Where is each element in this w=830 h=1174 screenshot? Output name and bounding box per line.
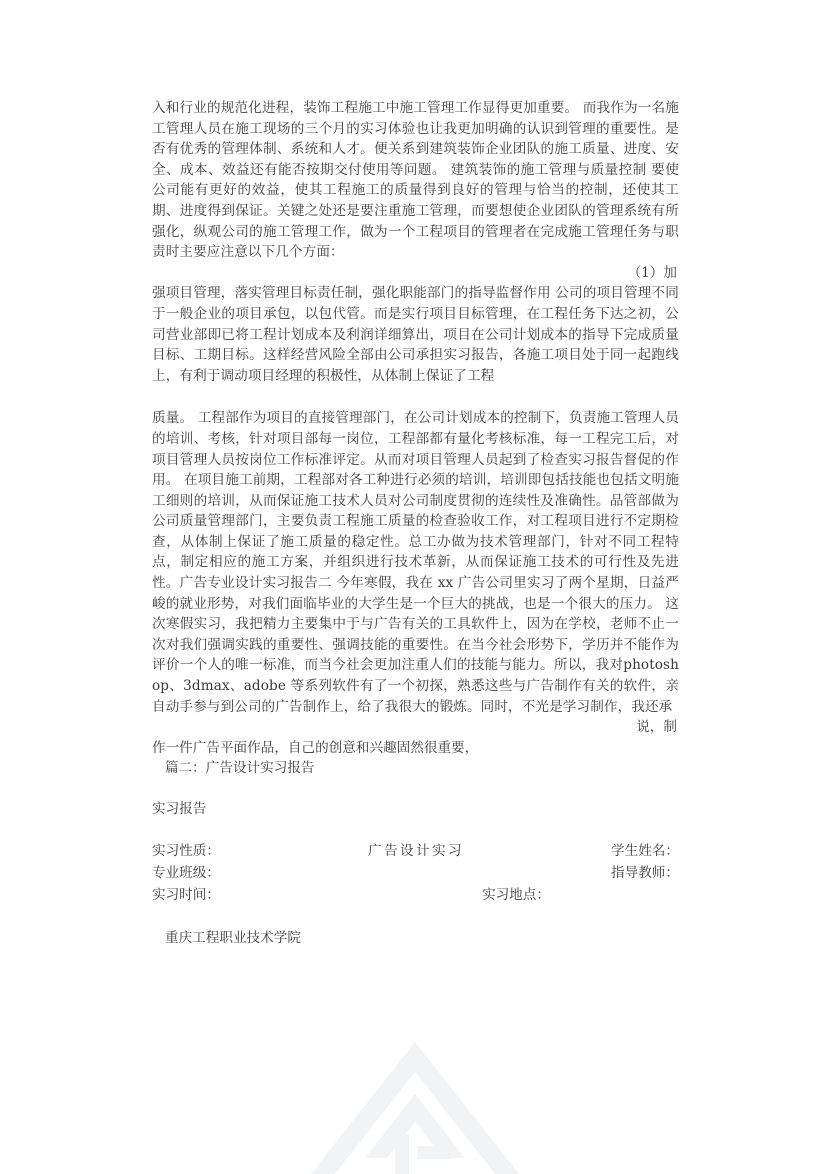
field-value-internship-nature: 广告设计实习	[368, 842, 464, 859]
school-name: 重庆工程职业技术学院	[165, 929, 301, 946]
paragraph-4: 作一件广告平面作品，自己的创意和兴趣固然很重要，	[152, 739, 479, 756]
paragraph-3: 质量。 工程部作为项目的直接管理部门，在公司计划成本的控制下，负责施工管理人员的培训、考核，针对项目部每一岗位，工程部都有量化考核标准，每一工程完工后，对项目管理人员按岗位工作标准评定。从而对项目管理人员起到了检查实习报告督促的作用。 在项目施工前期，工程部对各工种进行必须的培训，培训即包括技能也包括文明施工细则的培训，从而保证施工技术人员对公司制度贯彻的连续性及准确性。品管部做为公司质量管理部门，主要负责工程施工质量的检查验收工作，对工程项目进行不定期检查，从体制上保证了施工质量的稳定性。总工办做为技术管理部门，针对不同工程特点，制定相应的施工方案，并组织进行技术革新，从而保证施工技术的可行性及先进性。广告专业设计实习报告二 今年寒假，我在 xx 广告公司里实习了两个星期，日益严峻的就业形势，对我们面临毕业的大学生是一个巨大的挑战，也是一个很大的压力。 这次寒假实习，我把精力主要集中于与广告有关的工具软件上，因为在学校，老师不止一次对我们强调实践的重要性、强调技能的重要性。在当今社会形势下，学历并不能作为评价一个人的唯一标准，而当今社会更加注重人们的技能与能力。所以，我对photoshop、3dmax、adobe 等系列软件有了一个初探，熟悉这些与广告制作有关的软件，亲自动手参与到公司的广告制作上，给了我很大的锻炼。同时，不光是学习制作，我还承	[152, 410, 679, 715]
field-label-internship-time: 实习时间：	[152, 886, 220, 903]
paragraph-spacer-4	[152, 906, 679, 928]
paragraph-2: 强项目管理，落实管理目标责任制，强化职能部门的指导监督作用 公司的项目管理不同于一般企业的项目承包，以包代管。而是实行项目目标管理，在工程任务下达之初，公司营业部即已将工程计划成本及利润详细算出，项目在公司计划成本的指导下完成质量目标、工期目标。这样经营风险全部由公司承担实习报告，各施工项目处于同一起跑线上，有利于调动项目经理的积极性，从体制上保证了工程	[152, 285, 679, 384]
form-row	[152, 862, 679, 884]
paragraph-5: 篇二：广告设计实习报告	[165, 760, 315, 777]
form-row	[152, 840, 679, 862]
chevron-watermark	[0, 1034, 830, 1174]
form-row	[152, 884, 679, 906]
field-label-major-class: 专业班级：	[152, 864, 220, 881]
paragraph-spacer-1	[152, 386, 679, 408]
paragraph-1: 入和行业的规范化进程，装饰工程施工中施工管理工作显得更加重要。 而我作为一名施工管理人员在施工现场的三个月的实习体验也让我更加明确的认识到管理的重要性。是否有优秀的管理体制、系统和人才。便关系到建筑装饰企业团队的施工质量、进度、安全、成本、效益还有能否按期交付使用等问题。 建筑装饰的施工管理与质量控制 要使公司能有更好的效益，使其工程施工的质量得到良好的管理与恰当的控制，还使其工期、进度得到保证。关键之处还是要注重施工管理，而要想使企业团队的管理系统有所强化，纵观公司的施工管理工作，做为一个工程项目的管理者在完成施工管理任务与职责时主要应注意以下几个方面：	[152, 100, 679, 261]
paragraph-4-head: 说，制	[636, 719, 677, 736]
field-label-internship-nature: 实习性质：	[152, 842, 220, 859]
field-label-supervisor: 指导教师：	[611, 864, 679, 881]
paragraph-spacer-2	[152, 779, 679, 799]
field-label-internship-location: 实习地点：	[482, 886, 550, 903]
field-label-student-name: 学生姓名：	[611, 842, 679, 859]
paragraph-6: 实习报告	[152, 801, 207, 817]
document-body	[152, 98, 679, 948]
paragraph-2-head: （1）加	[627, 264, 677, 281]
paragraph-spacer-3	[152, 820, 679, 840]
